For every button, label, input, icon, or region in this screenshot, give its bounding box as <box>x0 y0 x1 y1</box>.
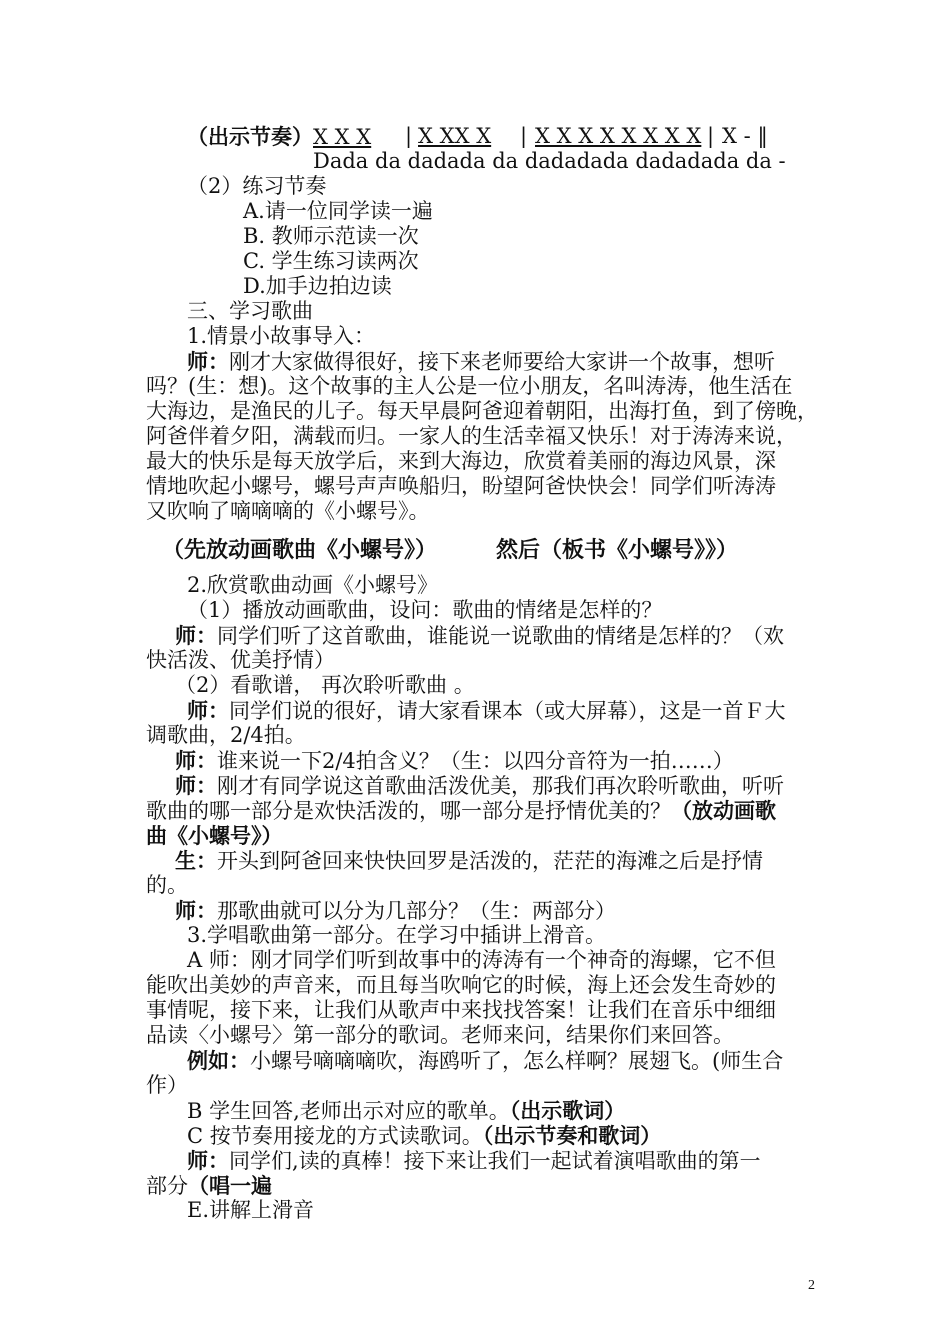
item-b-line: B 学生回答,老师出示对应的歌单。（出示歌词） <box>187 1098 626 1123</box>
section-3-item-2: 2.欣赏歌曲动画《小螺号》 <box>187 573 439 597</box>
section-3-item-2-1: （1）播放动画歌曲，设问：歌曲的情绪是怎样的？ <box>187 598 663 622</box>
story-line-3: 大海边，是渔民的儿子。每天早晨阿爸迎着朝阳，出海打鱼，到了傍晚， <box>146 399 818 423</box>
teacher-line-2: 师：同学们说的很好，请大家看课本（或大屏幕），这是一首Ｆ大 <box>187 698 786 723</box>
page-number: 2 <box>808 1278 815 1293</box>
item-a-line-1: A 师：刚才同学们听到故事中的涛涛有一个神奇的海螺，它不但 <box>187 948 776 972</box>
teacher-line-6-cont: 部分（唱一遍 <box>146 1173 272 1198</box>
bold-note-animation: （先放动画歌曲《小螺号》） <box>162 537 438 563</box>
speaker-label: 师： <box>175 773 217 798</box>
student-line-1: 生：开头到阿爸回来快快回罗是活泼的，茫茫的海滩之后是抒情 <box>175 848 763 873</box>
item-e-line: E.讲解上滑音 <box>187 1198 315 1222</box>
rhythm-syllables: Dada da dadada da dadadada dadadada da - <box>313 149 786 173</box>
teacher-line-2-cont: 调歌曲，2/4拍。 <box>146 723 306 747</box>
bold-note-blackboard: 然后（板书《小螺号》》） <box>496 537 739 563</box>
rhythm-measure-1: X X X <box>313 125 372 149</box>
story-line-2: 吗？(生：想)。这个故事的主人公是一位小朋友，名叫涛涛，他生活在 <box>146 374 793 398</box>
speaker-label: 师： <box>175 748 217 773</box>
example-line-1: 例如：小螺号嘀嘀嘀吹，海鸥听了，怎么样啊？展翅飞。(师生合 <box>187 1048 784 1073</box>
speaker-label: 师： <box>187 698 229 723</box>
rhythm-measure-2: X XX X <box>418 124 492 148</box>
teacher-line-1: 师：同学们听了这首歌曲，谁能说一说歌曲的情绪是怎样的？（欢 <box>175 623 784 648</box>
story-line-6: 情地吹起小螺号，螺号声声唤船归，盼望阿爸快快会！同学们听涛涛 <box>146 474 776 498</box>
rhythm-line <box>187 124 371 150</box>
section-3-item-1: 1.情景小故事导入： <box>187 324 376 348</box>
item-a-line-2: 能吹出美妙的声音来，而且每当吹响它的时候，海上还会发生奇妙的 <box>146 973 776 997</box>
rhythm-barline-3: | <box>707 124 715 148</box>
item-c-line: C 按节奏用接龙的方式读歌词。（出示节奏和歌词） <box>187 1123 662 1148</box>
speaker-label: 师： <box>187 349 229 374</box>
teacher-line-3: 师：谁来说一下2/4拍含义？（生：以四分音符为一拍……） <box>175 748 734 773</box>
story-line-1: 师：刚才大家做得很好，接下来老师要给大家讲一个故事，想听 <box>187 349 775 374</box>
teacher-line-4-cont: 歌曲的哪一部分是欢快活泼的，哪一部分是抒情优美的？（放动画歌 <box>146 798 776 823</box>
section-3-item-2-2: （2）看歌谱， 再次聆听歌曲 。 <box>175 673 475 697</box>
practice-item-b: B. 教师示范读一次 <box>243 224 419 248</box>
item-a-line-3: 事情呢，接下来，让我们从歌声中来找找答案！让我们在音乐中细细 <box>146 998 776 1022</box>
rhythm-barline-1: | <box>405 124 413 148</box>
teacher-line-1-cont: 快活泼、优美抒情） <box>146 648 335 672</box>
student-line-1-cont: 的。 <box>146 873 188 897</box>
practice-item-a: A.请一位同学读一遍 <box>243 199 433 223</box>
teacher-line-4-bold: 曲《小螺号》） <box>146 823 283 848</box>
section-3-item-3: 3.学唱歌曲第一部分。在学习中插讲上滑音。 <box>187 923 607 947</box>
rhythm-barline-2: | <box>520 124 528 148</box>
rhythm-measure-3: X X X X X X X X <box>535 124 702 148</box>
example-label: 例如： <box>187 1048 250 1073</box>
story-line-4: 阿爸伴着夕阳，满载而归。一家人的生活幸福又快乐！对于涛涛来说， <box>146 424 797 448</box>
practice-item-c: C. 学生练习读两次 <box>243 249 419 273</box>
speaker-label: 生： <box>175 848 217 873</box>
teacher-line-4: 师：刚才有同学说这首歌曲活泼优美，那我们再次聆听歌曲，听听 <box>175 773 784 798</box>
teacher-line-5: 师：那歌曲就可以分为几部分？（生：两部分） <box>175 898 616 923</box>
rhythm-measure-4: X - ‖ <box>722 124 768 148</box>
speaker-label: 师： <box>187 1148 229 1173</box>
speaker-label: 师： <box>175 898 217 923</box>
practice-title: （2）练习节奏 <box>187 174 327 198</box>
section-3-title: 三、学习歌曲 <box>187 299 313 323</box>
speaker-label: 师： <box>175 623 217 648</box>
story-line-7: 又吹响了嘀嘀嘀的《小螺号》。 <box>146 499 430 523</box>
item-a-line-4: 品读〈小螺号〉第一部分的歌词。老师来问，结果你们来回答。 <box>146 1023 734 1047</box>
example-line-2: 作） <box>146 1073 188 1097</box>
teacher-line-6: 师：同学们,读的真棒！接下来让我们一起试着演唱歌曲的第一 <box>187 1148 761 1173</box>
story-line-5: 最大的快乐是每天放学后，来到大海边，欣赏着美丽的海边风景，深 <box>146 449 776 473</box>
rhythm-label: （出示节奏） <box>187 124 313 149</box>
practice-item-d: D.加手边拍边读 <box>243 274 392 298</box>
